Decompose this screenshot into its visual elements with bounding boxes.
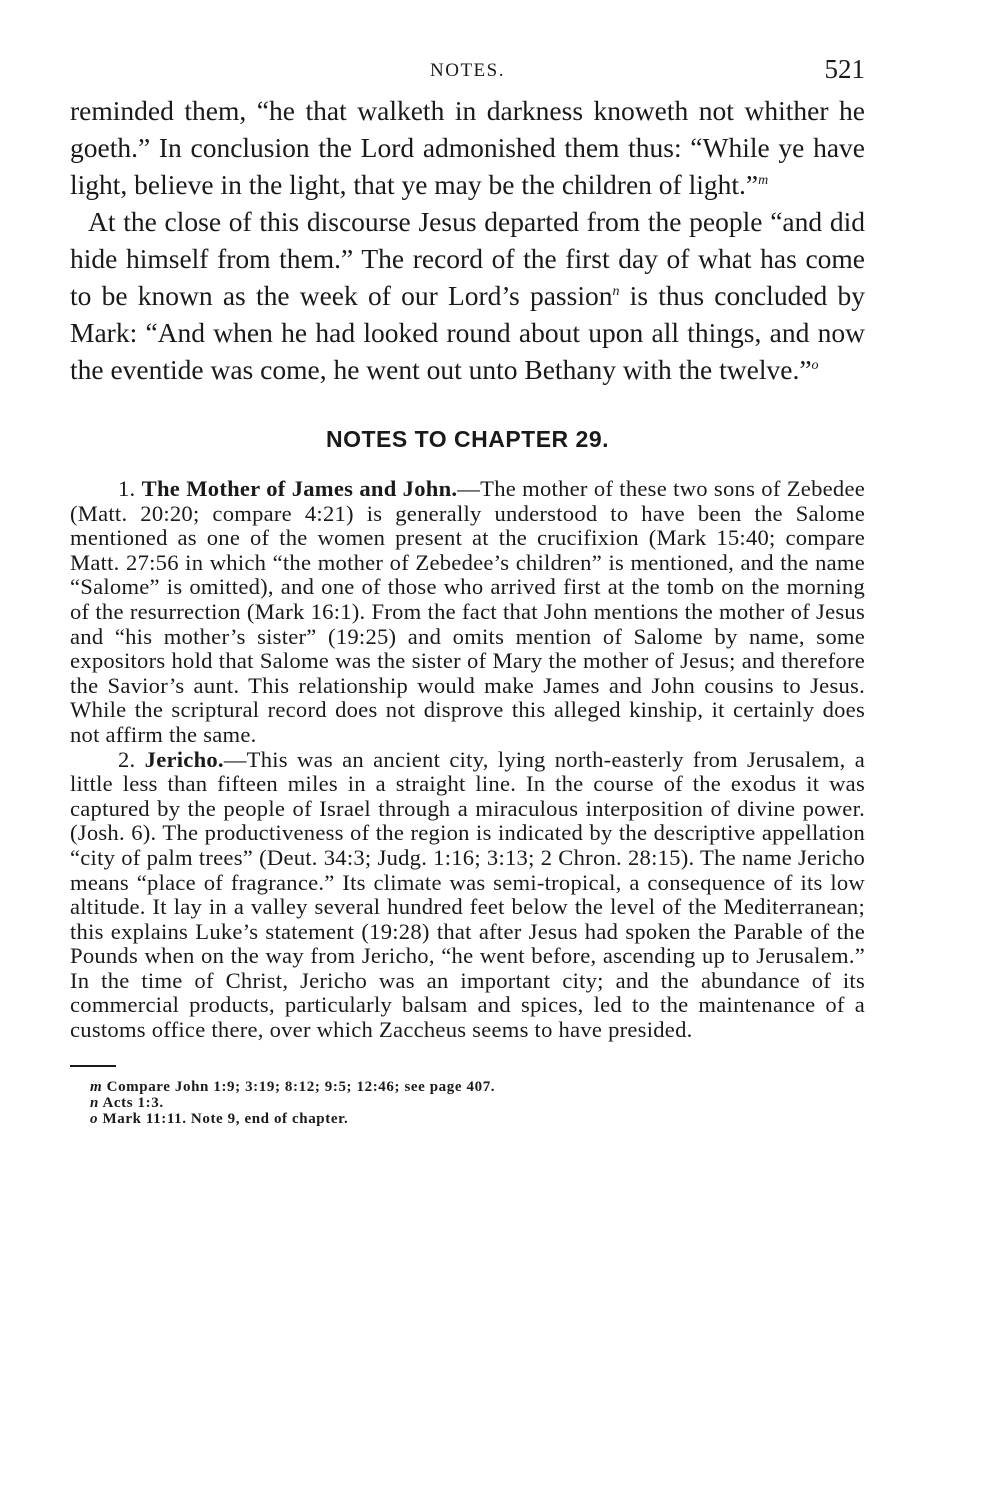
footnote-mark: o <box>90 1110 99 1127</box>
note-1 <box>70 477 865 748</box>
note-text: —This was an ancient city, lying north-easterly from Jerusalem, a little less than fifteen miles in a straight line. In the course of the exodus it was captured by the people of Israel through a miraculous interposition of divine power. (Josh. 6). The productiveness of the region is indicated by the descriptive appellation “city of palm trees” (Deut. 34:3; Judg. 1:16; 3:13; 2 Chron. 28:15). The name Jericho means “place of fragrance.” Its climate was semi-tropical, a consequence of its low altitude. It lay in a valley several hundred feet below the level of the Mediterranean; this explains Luke’s statement (19:28) that after Jesus had spoken the Parable of the Pounds when on the way from Jericho, “he went before, ascending up to Jerusalem.” In the time of Christ, Jericho was an important city; and the abundance of its commercial products, particularly balsam and spices, led to the maintenance of a customs office there, over which Zaccheus seems to have presided. <box>70 746 865 1043</box>
footnote-ref-o: o <box>811 357 819 373</box>
footnote-ref-n: n <box>612 283 620 299</box>
chapter-heading: NOTES TO CHAPTER 29. <box>325 426 610 452</box>
footnote-text: Mark 11:11. Note 9, end of chapter. <box>102 1110 349 1127</box>
footnote-ref-m: m <box>758 172 769 188</box>
footnote-divider <box>70 1065 116 1067</box>
note-number: 1. <box>118 476 136 501</box>
paragraph-1 <box>70 92 865 203</box>
note-title: Jericho. <box>144 746 224 772</box>
footnote-text: Compare John 1:9; 3:19; 8:12; 9:5; 12:46; see page 407. <box>106 1078 496 1095</box>
note-text: —The mother of these two sons of Zebedee (Matt. 20:20; compare 4:21) is generally understood to have been the Salome mentioned as one of the women present at the crucifixion (Mark 15:40; compare Matt. 27:56 in which “the mother of Zebedee’s children” is mentioned, and the name “Salome” is omitted), and one of those who arrived first at the tomb on the morning of the resurrection (Mark 16:1). From the fact that John mentions the mother of Jesus and “his mother’s sister” (19:25) and omits mention of Salome by name, some expositors hold that Salome was the sister of Mary the mother of Jesus; and therefore the Savior’s aunt. This relationship would make James and John cousins to Jesus. While the scriptural record does not disprove this alleged kinship, it certainly does not affirm the same. <box>70 476 866 747</box>
paragraph-text: is thus concluded by Mark: “And when he had looked round about upon all things, and now the eventide was come, he went out unto Bethany with the twelve.” <box>70 280 865 385</box>
note-title: The Mother of James and John. <box>141 476 458 501</box>
footnote-mark: n <box>90 1094 99 1111</box>
paragraph-2 <box>70 203 865 388</box>
footnote-n <box>90 1095 865 1111</box>
footnote-m <box>90 1079 865 1095</box>
note-2 <box>70 748 865 1043</box>
paragraph-text: At the close of this discourse Jesus departed from the people “and did hide himself from them.” The record of the first day of what has come to be known as the week of our Lord’s passion <box>70 206 865 311</box>
paragraph-text: reminded them, “he that walketh in darkness knoweth not whither he goeth.” In conclusion the Lord admonished them thus: “While ye have light, believe in the light, that ye may be the children of light.” <box>70 95 865 200</box>
footnote-mark: m <box>90 1078 103 1095</box>
note-number: 2. <box>118 746 136 772</box>
page-number: 521 <box>824 54 865 84</box>
running-head <box>70 52 865 92</box>
footnote-text: Acts 1:3. <box>102 1094 164 1111</box>
running-title: NOTES. <box>430 60 505 81</box>
footnote-o <box>90 1111 865 1127</box>
book-page <box>70 52 865 1127</box>
